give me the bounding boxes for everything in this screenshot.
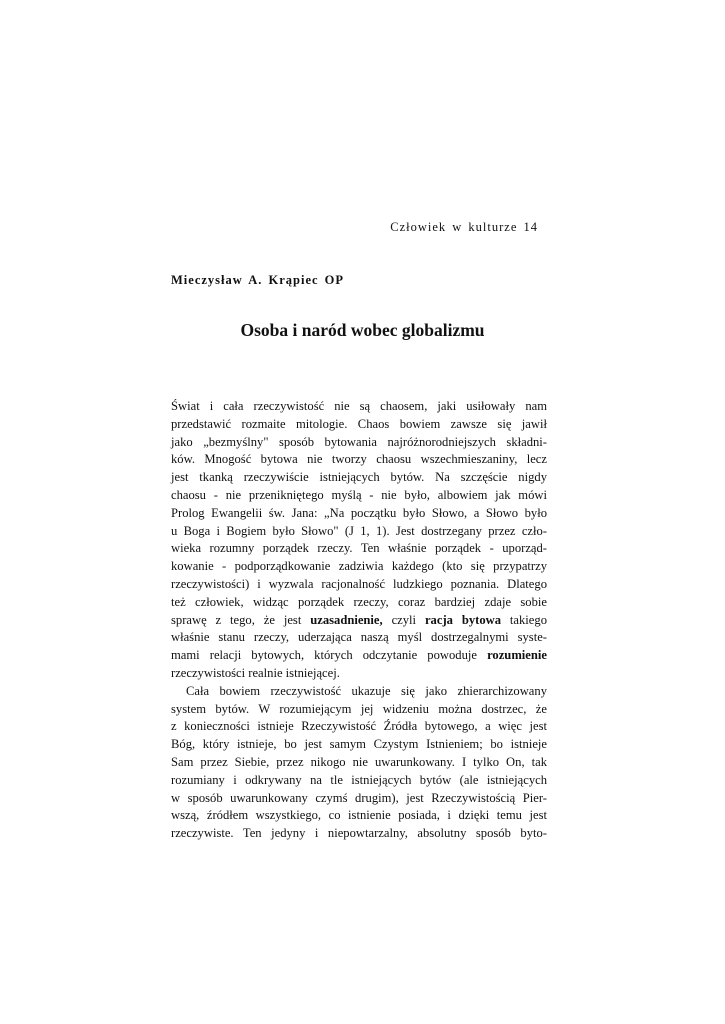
emphasis-rozumienie: rozumienie: [487, 648, 547, 663]
text-line: wieka rozumny porządek rzeczy. Ten właśnie porządek - uporząd-: [171, 541, 547, 556]
text-line: rzeczywistości realnie istniejącej.: [171, 665, 340, 680]
text-line: w sposób uwarunkowany czymś drugim), jest Rzeczywistością Pier-: [171, 790, 547, 805]
text-segment: sprawę z tego, że jest: [171, 612, 302, 627]
text-line: przedstawić rozmaite mitologie. Chaos bowiem zawsze się jawił: [171, 416, 547, 431]
emphasis-uzasadnienie: uzasadnienie,: [310, 612, 383, 627]
text-line: rozumiany i odkrywany na tle istniejących bytów (ale istniejących: [171, 772, 547, 787]
text-line: [171, 612, 547, 630]
text-line: kowanie - podporządkowanie zadziwia każdego (kto się przypatrzy: [171, 559, 547, 574]
article-body: [171, 398, 547, 843]
article-author: Mieczysław A. Krąpiec OP: [171, 273, 345, 287]
text-line: Świat i cała rzeczywistość nie są chaosem, jaki usiłowały nam: [171, 399, 547, 413]
emphasis-racja-bytowa: racja bytowa: [424, 612, 502, 627]
text-line: właśnie stanu rzeczy, uderzająca naszą myśl dostrzegalnymi syste-: [171, 630, 547, 645]
running-head: Człowiek w kulturze 14: [390, 220, 538, 234]
text-line: z konieczności istnieje Rzeczywistość Źródła bytowego, a więc jest: [171, 719, 547, 734]
text-segment: mami relacji bytowych, których odczytanie powoduje: [171, 648, 477, 663]
text-line: jest tkanką rzeczywiście istniejących bytów. Na szczęście nigdy: [171, 470, 547, 485]
text-line: system bytów. W rozumiejącym jej widzeniu można dostrzec, że: [171, 701, 547, 716]
text-line: jako „bezmyślny" sposób bytowania najróżnorodniejszych składni-: [171, 434, 547, 449]
text-segment: takiego: [509, 612, 547, 627]
text-line: u Boga i Bogiem było Słowo" (J 1, 1). Jest dostrzegany przez czło-: [171, 523, 547, 538]
article-title: Osoba i naród wobec globalizmu: [240, 320, 485, 340]
text-line: Cała bowiem rzeczywistość ukazuje się jako zhierarchizowany: [186, 683, 547, 698]
paragraph-1: [171, 398, 547, 683]
text-line: chaosu - nie przenikniętego myślą - nie było, albowiem jak mówi: [171, 487, 547, 502]
text-segment: czyli: [391, 612, 417, 627]
text-line: Bóg, który istnieje, bo jest samym Czystym Istnieniem; bo istnieje: [171, 737, 547, 752]
text-line: rzeczywiste. Ten jedyny i niepowtarzalny, absolutny sposób byto-: [171, 826, 547, 841]
text-line: [171, 647, 547, 665]
text-line: też człowiek, widząc porządek rzeczy, coraz bardziej zdaje sobie: [171, 594, 547, 609]
text-line: rzeczywistości) i wyzwala racjonalność ludzkiego poznania. Dlatego: [171, 576, 547, 591]
text-line: Prolog Ewangelii św. Jana: „Na początku było Słowo, a Słowo było: [171, 505, 547, 520]
paragraph-2: [171, 683, 547, 843]
text-line: Sam przez Siebie, przez nikogo nie uwarunkowany. I tylko On, tak: [171, 754, 547, 769]
text-line: wszą, źródłem wszystkiego, co istnienie posiada, i dzięki temu jest: [171, 808, 547, 823]
text-line: ków. Mnogość bytowa nie tworzy chaosu wszechmieszaniny, lecz: [171, 452, 547, 467]
